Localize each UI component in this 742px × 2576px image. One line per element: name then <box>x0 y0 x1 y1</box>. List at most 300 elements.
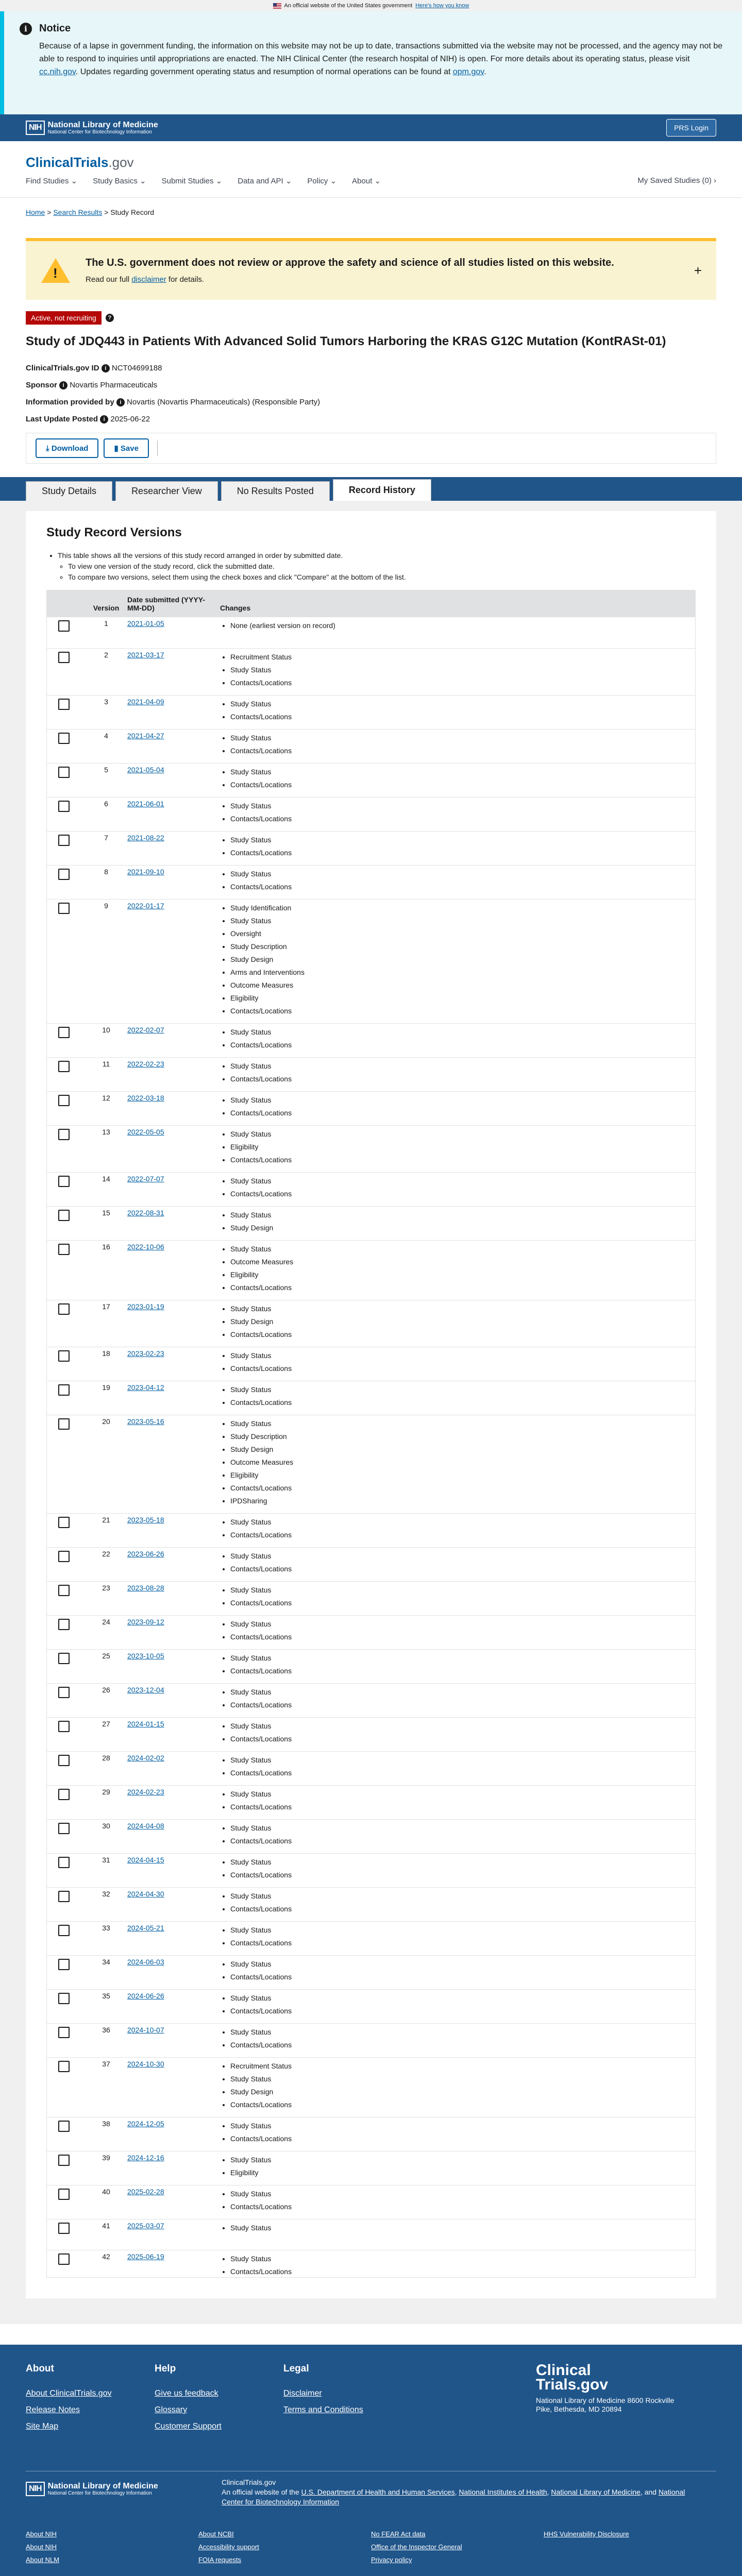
compare-checkbox[interactable] <box>58 1789 70 1800</box>
compare-checkbox[interactable] <box>58 1350 70 1362</box>
change-item: • Study Status <box>230 1924 692 1937</box>
nav-find-studies[interactable]: Find Studies ⌄ <box>26 177 78 185</box>
nav-submit-studies[interactable]: Submit Studies ⌄ <box>161 177 223 185</box>
compare-checkbox[interactable] <box>58 1061 70 1072</box>
changes-list <box>220 766 692 791</box>
changes-list <box>220 2222 692 2234</box>
change-item: • Study Status <box>230 1958 692 1971</box>
compare-checkbox[interactable] <box>58 1517 70 1528</box>
table-row <box>47 1381 695 1415</box>
footer-link[interactable]: Privacy policy <box>371 2556 412 2564</box>
change-item: • Study Status <box>230 1060 692 1073</box>
breadcrumb-search[interactable]: Search Results <box>53 208 103 216</box>
clinicaltrials-logo[interactable]: ClinicalTrials.gov <box>26 155 134 170</box>
table-row <box>47 1513 695 1547</box>
footer-link[interactable]: Disclaimer <box>283 2389 322 2398</box>
change-item: • Arms and Interventions <box>230 966 692 979</box>
footer-link[interactable]: Glossary <box>155 2405 188 2414</box>
change-item: • Contacts/Locations <box>230 1597 692 1609</box>
compare-checkbox[interactable] <box>58 1925 70 1936</box>
version-number: 7 <box>88 831 124 865</box>
my-saved-studies[interactable]: My Saved Studies (0) › <box>637 176 716 185</box>
change-item: • Study Status <box>230 1302 692 1315</box>
footer-link[interactable]: FOIA requests <box>198 2556 242 2564</box>
change-item: • Study Status <box>230 1720 692 1733</box>
version-number: 32 <box>88 1887 124 1921</box>
version-date-link[interactable]: 2024-10-07 <box>127 2025 164 2034</box>
version-number: 38 <box>88 2117 124 2151</box>
opm-link[interactable]: opm.gov <box>452 67 484 76</box>
version-date-link[interactable]: 2023-10-05 <box>127 1651 164 1660</box>
site-header <box>0 141 742 198</box>
table-row <box>47 1125 695 1172</box>
compare-checkbox[interactable] <box>58 1210 70 1221</box>
version-number: 26 <box>88 1683 124 1717</box>
footer-bottom-links <box>26 2530 716 2569</box>
change-item: • Study Status <box>230 1686 692 1699</box>
compare-checkbox[interactable] <box>58 1418 70 1430</box>
change-item: • Study Status <box>230 698 692 710</box>
gov-banner-link[interactable]: Here's how you know <box>415 3 469 9</box>
nih-link[interactable]: National Institutes of Health <box>459 2488 547 2496</box>
table-row <box>47 1206 695 1240</box>
changes-list <box>220 1686 692 1711</box>
version-date-link[interactable]: 2024-02-23 <box>127 1787 164 1796</box>
compare-checkbox[interactable] <box>58 1585 70 1596</box>
changes-list <box>220 651 692 689</box>
compare-checkbox[interactable] <box>58 2121 70 2132</box>
table-row <box>47 2057 695 2117</box>
change-item: • Eligibility <box>230 2166 692 2179</box>
cc-nih-link[interactable]: cc.nih.gov <box>39 67 76 76</box>
change-item: • Study Description <box>230 940 692 953</box>
version-number: 39 <box>88 2151 124 2185</box>
changes-list <box>220 1060 692 1086</box>
version-number: 33 <box>88 1921 124 1955</box>
us-flag-icon <box>273 3 281 9</box>
footer-link[interactable]: About NLM <box>26 2556 60 2564</box>
version-date-link[interactable]: 2022-03-18 <box>127 1093 164 1102</box>
history-intro: • This table shows all the versions of this study record arranged in order by submitted date. ◦ To view one version of the study record, click the submitted date. ◦ To compare two versions, select them using the check boxes and click "Compare" at the bottom of the list. <box>46 550 696 583</box>
change-item: • Study Status <box>230 1788 692 1801</box>
version-number: 34 <box>88 1955 124 1989</box>
change-item: • Contacts/Locations <box>230 1281 692 1294</box>
version-number: 5 <box>88 763 124 797</box>
change-item: • Study Design <box>230 953 692 966</box>
change-item: • Study Design <box>230 1222 692 1234</box>
changes-list <box>220 1243 692 1294</box>
changes-list <box>220 1958 692 1984</box>
notice-text: Because of a lapse in government funding, the information on this website may not be up to date, transactions submitted via the website may not be processed, and the agency may not be able to respond to inquiries until appropriations are enacted. The NIH Clinical Center (the research hospital of NIH) is open. For more details about its operating status, please visit cc.nih.gov. Updates regarding government operating status and resumption of normal operations can be found at opm.gov. <box>39 42 723 76</box>
help-icon[interactable]: ? <box>106 314 114 322</box>
version-date-link[interactable]: 2025-03-07 <box>127 2221 164 2230</box>
nih-logo-box: NIH <box>26 121 45 135</box>
version-date-link[interactable]: 2024-02-02 <box>127 1753 164 1762</box>
change-item: • Eligibility <box>230 1469 692 1482</box>
table-row <box>47 695 695 729</box>
help-icon[interactable]: i <box>102 364 110 372</box>
compare-checkbox[interactable] <box>58 2189 70 2200</box>
change-item: • Outcome Measures <box>230 979 692 992</box>
compare-checkbox[interactable] <box>58 903 70 914</box>
hhs-link[interactable]: U.S. Department of Health and Human Services <box>301 2488 455 2496</box>
change-item: • Recruitment Status <box>230 651 692 664</box>
table-row <box>47 1921 695 1955</box>
disclaimer-title: The U.S. government does not review or approve the safety and science of all studies listed on this website. <box>86 257 614 268</box>
change-item: • Study Status <box>230 800 692 812</box>
nav-data-api[interactable]: Data and API ⌄ <box>238 177 292 185</box>
change-item: • Contacts/Locations <box>230 744 692 757</box>
change-item: • Study Status <box>230 1243 692 1256</box>
table-row <box>47 1347 695 1381</box>
changes-list <box>220 1890 692 1916</box>
change-item: • Contacts/Locations <box>230 2265 692 2278</box>
table-row <box>47 1415 695 1513</box>
version-date-link[interactable]: 2024-06-03 <box>127 1957 164 1966</box>
save-button[interactable]: ▮ Save <box>104 438 148 458</box>
version-number: 29 <box>88 1785 124 1819</box>
change-item: • Contacts/Locations <box>230 2098 692 2111</box>
version-date-link[interactable]: 2022-08-31 <box>127 1208 164 1217</box>
help-icon[interactable]: i <box>100 415 108 423</box>
version-number: 10 <box>88 1023 124 1057</box>
footer-link[interactable]: About NIH <box>26 2530 57 2538</box>
table-row <box>47 1717 695 1751</box>
version-date-link[interactable]: 2023-09-12 <box>127 1617 164 1626</box>
version-date-link[interactable]: 2021-08-22 <box>127 833 164 842</box>
change-item: • Contacts/Locations <box>230 880 692 893</box>
change-item: • None (earliest version on record) <box>230 619 692 632</box>
record-history-card <box>26 511 716 2298</box>
nav-study-basics[interactable]: Study Basics ⌄ <box>93 177 146 185</box>
version-date-link[interactable]: 2021-04-27 <box>127 731 164 740</box>
table-row <box>47 2185 695 2219</box>
version-date-link[interactable]: 2024-04-30 <box>127 1889 164 1898</box>
compare-checkbox[interactable] <box>58 869 70 880</box>
version-date-link[interactable]: 2023-05-16 <box>127 1417 164 1426</box>
table-row <box>47 1172 695 1206</box>
history-title: Study Record Versions <box>46 526 182 539</box>
changes-list <box>220 1383 692 1409</box>
nih-bar <box>0 114 742 141</box>
help-icon[interactable]: i <box>59 381 68 389</box>
change-item: • Contacts/Locations <box>230 1529 692 1541</box>
tab-record-history[interactable]: Record History <box>333 479 431 501</box>
version-date-link[interactable]: 2021-01-05 <box>127 619 164 628</box>
version-date-link[interactable]: 2024-05-21 <box>127 1923 164 1932</box>
change-item: • Study Identification <box>230 902 692 914</box>
compare-checkbox[interactable] <box>58 801 70 812</box>
table-row <box>47 2219 695 2250</box>
change-item: • Contacts/Locations <box>230 1903 692 1916</box>
version-date-link[interactable]: 2024-12-16 <box>127 2153 164 2162</box>
change-item: • Study Status <box>230 664 692 676</box>
site-footer <box>0 2345 742 2576</box>
change-item: • Study Status <box>230 1584 692 1597</box>
compare-checkbox[interactable] <box>58 2155 70 2166</box>
help-icon[interactable]: i <box>116 398 125 406</box>
change-item: • Study Status <box>230 1822 692 1835</box>
footer-link[interactable]: Customer Support <box>155 2422 222 2431</box>
compare-checkbox[interactable] <box>58 1823 70 1834</box>
change-item: • Study Status <box>230 914 692 927</box>
compare-checkbox[interactable] <box>58 2027 70 2038</box>
change-item: • Study Status <box>230 868 692 880</box>
version-number: 11 <box>88 1057 124 1091</box>
version-date-link[interactable]: 2023-02-23 <box>127 1349 164 1358</box>
col-date: Date submitted (YYYY-MM-DD) <box>124 590 217 617</box>
footer-nlm-logo[interactable]: NIH National Library of Medicine National Center for Biotechnology Information <box>26 2482 158 2496</box>
prs-login-button[interactable]: PRS Login <box>666 119 716 137</box>
version-number: 31 <box>88 1853 124 1887</box>
table-row <box>47 1615 695 1649</box>
col-select <box>47 590 88 617</box>
compare-checkbox[interactable] <box>58 767 70 778</box>
compare-checkbox[interactable] <box>58 1176 70 1187</box>
compare-checkbox[interactable] <box>58 1993 70 2004</box>
change-item: • Study Status <box>230 1128 692 1141</box>
changes-list <box>220 2120 692 2145</box>
versions-table-wrap[interactable] <box>46 590 696 2278</box>
version-date-link[interactable]: 2021-06-01 <box>127 799 164 808</box>
footer-about-title: About <box>26 2363 54 2374</box>
version-date-link[interactable]: 2021-03-17 <box>127 650 164 659</box>
version-date-link[interactable]: 2024-06-26 <box>127 1991 164 2000</box>
change-item: • Contacts/Locations <box>230 1073 692 1086</box>
main-nav <box>26 176 716 185</box>
footer-address: National Library of Medicine 8600 Rockville Pike, Bethesda, MD 20894 <box>536 2396 674 2413</box>
table-row <box>47 1023 695 1057</box>
changes-list <box>220 1856 692 1882</box>
version-date-link[interactable]: 2024-12-05 <box>127 2119 164 2128</box>
footer-link[interactable]: About NCBI <box>198 2530 234 2538</box>
compare-checkbox[interactable] <box>58 1857 70 1868</box>
change-item: • Study Status <box>230 732 692 744</box>
compare-checkbox[interactable] <box>58 652 70 663</box>
compare-checkbox[interactable] <box>58 1687 70 1698</box>
table-row <box>47 1989 695 2023</box>
version-number: 27 <box>88 1717 124 1751</box>
version-date-link[interactable]: 2022-01-17 <box>127 901 164 910</box>
change-item: • Contacts/Locations <box>230 1482 692 1495</box>
version-number: 21 <box>88 1513 124 1547</box>
version-date-link[interactable]: 2024-04-08 <box>127 1821 164 1830</box>
footer-official: ClinicalTrials.gov An official website of the U.S. Department of Health and Human Services, National Institutes of Health, National Library of Medicine, and National Center for Biotechnology Information <box>222 2478 685 2506</box>
footer-link[interactable]: Office of the Inspector General <box>371 2543 462 2551</box>
footer-legal-title: Legal <box>283 2363 309 2374</box>
disclaimer-link[interactable]: disclaimer <box>131 275 166 284</box>
change-item: • Contacts/Locations <box>230 710 692 723</box>
compare-checkbox[interactable] <box>58 1653 70 1664</box>
changes-list <box>220 1618 692 1643</box>
info-icon: i <box>20 23 32 35</box>
compare-checkbox[interactable] <box>58 1551 70 1562</box>
table-row <box>47 1240 695 1300</box>
changes-list <box>220 868 692 893</box>
change-item: • Recruitment Status <box>230 2060 692 2073</box>
disclaimer-text: Read our full disclaimer for details. <box>86 275 205 284</box>
change-item: • Study Status <box>230 2222 692 2234</box>
version-date-link[interactable]: 2025-02-28 <box>127 2187 164 2196</box>
version-date-link[interactable]: 2023-06-26 <box>127 1549 164 1558</box>
changes-list <box>220 2154 692 2179</box>
footer-logo[interactable]: Clinical Trials.gov <box>536 2362 609 2393</box>
table-row <box>47 617 695 648</box>
version-date-link[interactable]: 2023-01-19 <box>127 1302 164 1311</box>
change-item: • Contacts/Locations <box>230 1665 692 1677</box>
version-number: 30 <box>88 1819 124 1853</box>
footer-brand <box>536 2363 690 2414</box>
info-provider: Novartis (Novartis Pharmaceuticals) (Responsible Party) <box>127 398 321 406</box>
compare-checkbox[interactable] <box>58 1891 70 1902</box>
change-item: • Contacts/Locations <box>230 846 692 859</box>
version-date-link[interactable]: 2021-09-10 <box>127 867 164 876</box>
compare-checkbox[interactable] <box>58 2253 70 2265</box>
compare-checkbox[interactable] <box>58 1303 70 1315</box>
tab-study-details[interactable]: Study Details <box>26 481 112 501</box>
change-item: • Study Status <box>230 1026 692 1039</box>
footer-link[interactable]: Release Notes <box>26 2405 80 2414</box>
change-item: • Study Status <box>230 1856 692 1869</box>
compare-checkbox[interactable] <box>58 1755 70 1766</box>
changes-list <box>220 1516 692 1541</box>
change-item: • Study Status <box>230 1209 692 1222</box>
compare-checkbox[interactable] <box>58 835 70 846</box>
version-date-link[interactable]: 2022-07-07 <box>127 1174 164 1183</box>
compare-checkbox[interactable] <box>58 1095 70 1106</box>
compare-checkbox[interactable] <box>58 2223 70 2234</box>
compare-checkbox[interactable] <box>58 1619 70 1630</box>
change-item: • Study Design <box>230 2086 692 2098</box>
compare-checkbox[interactable] <box>58 1027 70 1038</box>
version-date-link[interactable]: 2023-05-18 <box>127 1515 164 1524</box>
version-date-link[interactable]: 2024-04-15 <box>127 1855 164 1864</box>
footer-link[interactable]: About NIH <box>26 2543 57 2551</box>
download-button[interactable]: ⤓ Download <box>36 438 98 458</box>
table-row <box>47 797 695 831</box>
compare-checkbox[interactable] <box>58 1384 70 1396</box>
gov-banner-text: An official website of the United States government <box>284 3 413 9</box>
change-item: • Outcome Measures <box>230 1256 692 1268</box>
change-item: • Study Status <box>230 2073 692 2086</box>
version-number: 9 <box>88 899 124 1023</box>
tab-researcher-view[interactable]: Researcher View <box>115 481 218 501</box>
footer-link[interactable]: No FEAR Act data <box>371 2530 426 2538</box>
footer-link[interactable]: Terms and Conditions <box>283 2405 363 2414</box>
change-item: • Contacts/Locations <box>230 2005 692 2018</box>
ncbi-link[interactable]: National Center for Biotechnology Information <box>222 2488 685 2506</box>
col-changes: Changes <box>217 590 695 617</box>
table-row <box>47 2250 695 2278</box>
divider <box>157 440 158 456</box>
nav-about[interactable]: About ⌄ <box>352 177 381 185</box>
nlm-logo[interactable] <box>26 121 158 135</box>
change-item: • Contacts/Locations <box>230 2200 692 2213</box>
ncbi-subtitle: National Center for Biotechnology Information <box>47 129 152 135</box>
tab-no-results[interactable]: No Results Posted <box>221 481 330 501</box>
table-row <box>47 1853 695 1887</box>
versions-table <box>47 590 695 2278</box>
change-item: • Study Status <box>230 1890 692 1903</box>
footer-link[interactable]: HHS Vulnerability Disclosure <box>544 2530 629 2538</box>
nlm-title: National Library of Medicine <box>47 121 158 129</box>
compare-checkbox[interactable] <box>58 1129 70 1140</box>
table-row <box>47 1785 695 1819</box>
change-item: • Study Status <box>230 2120 692 2132</box>
study-tabs <box>0 477 742 501</box>
changes-list <box>220 800 692 825</box>
version-number: 24 <box>88 1615 124 1649</box>
breadcrumb-current: Study Record <box>110 208 155 216</box>
footer-help-title: Help <box>155 2363 176 2374</box>
version-date-link[interactable]: 2024-10-30 <box>127 2059 164 2068</box>
version-date-link[interactable]: 2023-08-28 <box>127 1583 164 1592</box>
changes-list <box>220 1754 692 1780</box>
change-item: • Contacts/Locations <box>230 2132 692 2145</box>
version-date-link[interactable]: 2023-04-12 <box>127 1383 164 1392</box>
status-badge: Active, not recruiting <box>26 311 102 325</box>
footer-link[interactable]: Site Map <box>26 2422 59 2431</box>
changes-list <box>220 1652 692 1677</box>
changes-list <box>220 1720 692 1745</box>
version-date-link[interactable]: 2022-02-23 <box>127 1059 164 1068</box>
version-number: 41 <box>88 2219 124 2250</box>
compare-checkbox[interactable] <box>58 1244 70 1255</box>
compare-checkbox[interactable] <box>58 1959 70 1970</box>
version-number: 13 <box>88 1125 124 1172</box>
change-item: • Contacts/Locations <box>230 2039 692 2052</box>
change-item: • Study Status <box>230 1992 692 2005</box>
breadcrumb-home[interactable]: Home <box>26 208 45 216</box>
table-row <box>47 1955 695 1989</box>
version-number: 35 <box>88 1989 124 2023</box>
changes-list <box>220 732 692 757</box>
version-number: 12 <box>88 1091 124 1125</box>
footer-link[interactable]: About ClinicalTrials.gov <box>26 2389 112 2398</box>
compare-checkbox[interactable] <box>58 733 70 744</box>
compare-checkbox[interactable] <box>58 699 70 710</box>
notice-title: Notice <box>39 23 71 34</box>
version-date-link[interactable]: 2021-04-09 <box>127 697 164 706</box>
compare-checkbox[interactable] <box>58 1721 70 1732</box>
footer-link[interactable]: Accessibility support <box>198 2543 259 2551</box>
nlm-link[interactable]: National Library of Medicine <box>551 2488 640 2496</box>
version-date-link[interactable]: 2024-01-15 <box>127 1719 164 1728</box>
version-date-link[interactable]: 2023-12-04 <box>127 1685 164 1694</box>
version-date-link[interactable]: 2022-05-05 <box>127 1127 164 1136</box>
change-item: • Contacts/Locations <box>230 812 692 825</box>
version-date-link[interactable]: 2022-10-06 <box>127 1242 164 1251</box>
nav-policy[interactable]: Policy ⌄ <box>307 177 337 185</box>
table-row <box>47 648 695 695</box>
version-date-link[interactable]: 2025-06-19 <box>127 2252 164 2261</box>
version-date-link[interactable]: 2022-02-07 <box>127 1025 164 1034</box>
changes-list <box>220 1094 692 1120</box>
change-item: • Eligibility <box>230 1268 692 1281</box>
table-row <box>47 865 695 899</box>
version-number: 19 <box>88 1381 124 1415</box>
changes-list <box>220 902 692 1018</box>
compare-checkbox[interactable] <box>58 620 70 632</box>
expand-icon[interactable]: + <box>694 263 702 278</box>
footer-link[interactable]: Give us feedback <box>155 2389 218 2398</box>
changes-list <box>220 1302 692 1341</box>
compare-checkbox[interactable] <box>58 2061 70 2072</box>
version-date-link[interactable]: 2021-05-04 <box>127 765 164 774</box>
table-row <box>47 1887 695 1921</box>
changes-list <box>220 1417 692 1507</box>
version-number: 25 <box>88 1649 124 1683</box>
